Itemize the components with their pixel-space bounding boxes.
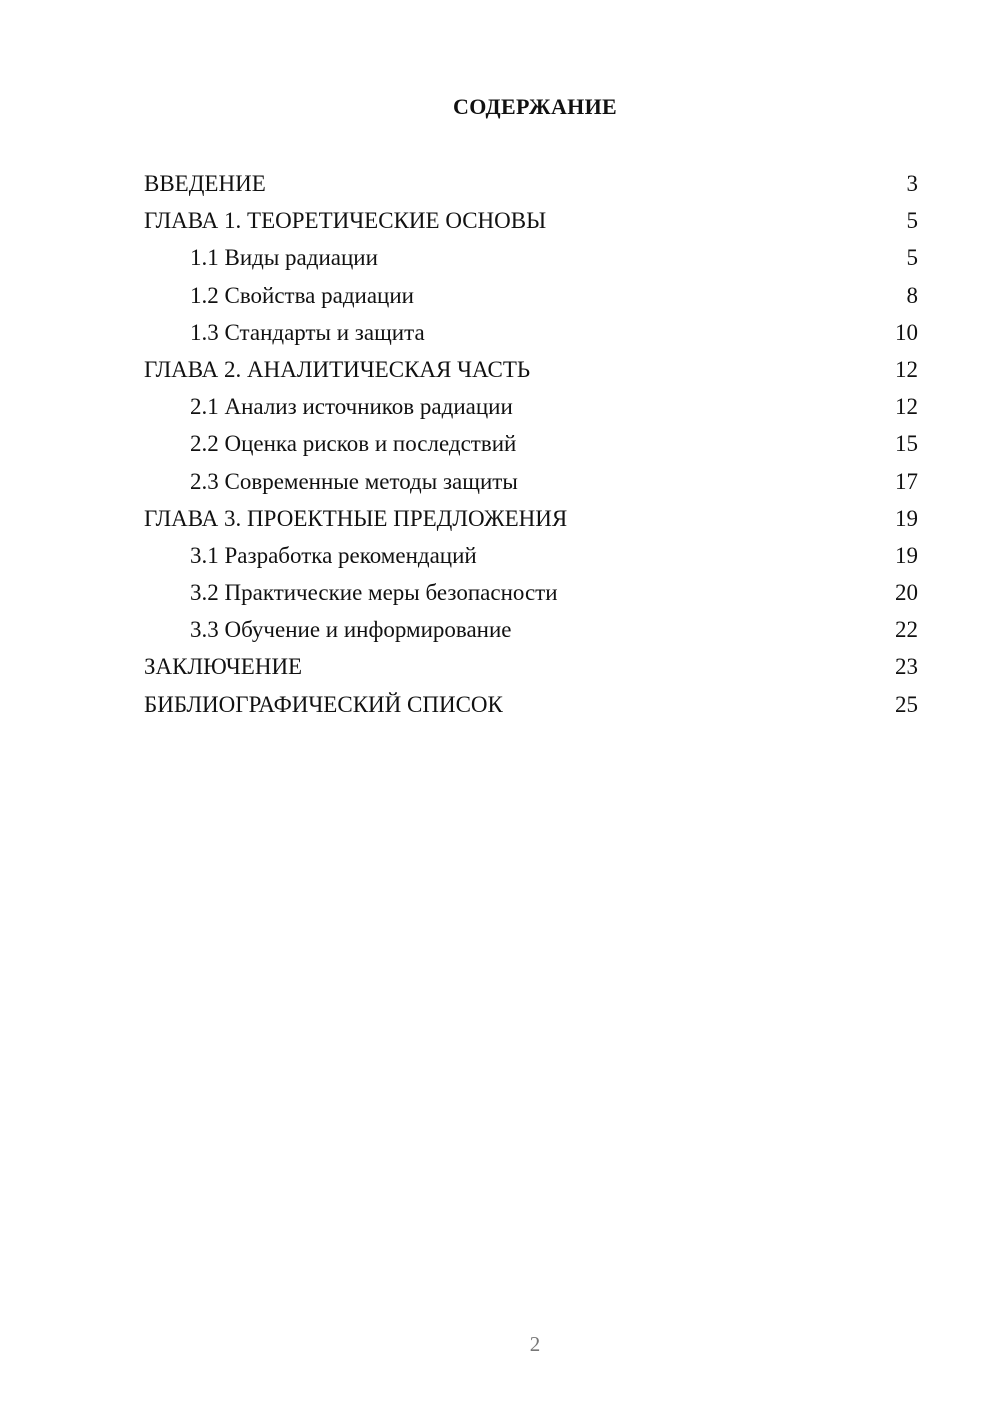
toc-entry-chapter-3 — [144, 500, 918, 537]
toc-entry-title: ГЛАВА 1. ТЕОРЕТИЧЕСКИЕ ОСНОВЫ — [144, 208, 547, 234]
toc-entry-page: 5 — [906, 208, 918, 234]
toc-entry-title: 3.2 Практические меры безопасности — [190, 580, 558, 606]
toc-entry-section-1-1 — [144, 239, 918, 276]
toc-entry-chapter-1 — [144, 202, 918, 239]
toc-heading: СОДЕРЖАНИЕ — [453, 94, 617, 119]
toc-entry-section-2-3 — [144, 463, 918, 500]
toc-entry-introduction — [144, 165, 918, 202]
toc-entry-page: 12 — [895, 394, 918, 420]
toc-entry-page: 22 — [895, 617, 918, 643]
toc-entry-page: 25 — [895, 691, 918, 717]
toc-entry-section-1-3 — [144, 314, 918, 351]
toc-entry-page: 8 — [906, 282, 918, 308]
toc-entry-title: 2.3 Современные методы защиты — [190, 468, 518, 494]
toc-entry-title: 1.2 Свойства радиации — [190, 282, 414, 308]
toc-entry-title: 3.1 Разработка рекомендаций — [190, 542, 477, 568]
toc-entry-section-1-2 — [144, 277, 918, 314]
toc-entry-title: ЗАКЛЮЧЕНИЕ — [144, 654, 303, 680]
toc-entry-conclusion — [144, 648, 918, 685]
toc-entry-bibliography — [144, 686, 918, 723]
toc-entry-title: 1.1 Виды радиации — [190, 245, 378, 271]
toc-entry-page: 15 — [895, 431, 918, 457]
toc-entry-page: 12 — [895, 356, 918, 382]
toc-entry-section-2-2 — [144, 425, 918, 462]
toc-entry-title: 2.2 Оценка рисков и последствий — [190, 431, 517, 457]
table-of-contents — [144, 165, 918, 723]
toc-entry-title: ВВЕДЕНИЕ — [144, 171, 266, 196]
toc-entry-title: БИБЛИОГРАФИЧЕСКИЙ СПИСОК — [144, 691, 503, 717]
toc-entry-page: 23 — [895, 654, 918, 680]
toc-entry-title: 1.3 Стандарты и защита — [190, 319, 425, 345]
toc-entry-page: 3 — [906, 171, 918, 196]
toc-entry-chapter-2 — [144, 351, 918, 388]
toc-entry-page: 10 — [895, 319, 918, 345]
toc-entry-section-2-1 — [144, 388, 918, 425]
toc-entry-page: 19 — [895, 505, 918, 531]
toc-entry-section-3-2 — [144, 574, 918, 611]
page-number: 2 — [529, 1332, 541, 1356]
toc-entry-title: 2.1 Анализ источников радиации — [190, 394, 513, 420]
toc-entry-title: ГЛАВА 2. АНАЛИТИЧЕСКАЯ ЧАСТЬ — [144, 356, 531, 382]
toc-entry-title: ГЛАВА 3. ПРОЕКТНЫЕ ПРЕДЛОЖЕНИЯ — [144, 505, 568, 531]
toc-entry-section-3-3 — [144, 611, 918, 648]
toc-entry-section-3-1 — [144, 537, 918, 574]
toc-entry-page: 19 — [895, 542, 918, 568]
toc-entry-page: 20 — [895, 580, 918, 606]
toc-entry-page: 5 — [906, 245, 918, 271]
toc-entry-title: 3.3 Обучение и информирование — [190, 617, 512, 643]
toc-entry-page: 17 — [895, 468, 918, 494]
